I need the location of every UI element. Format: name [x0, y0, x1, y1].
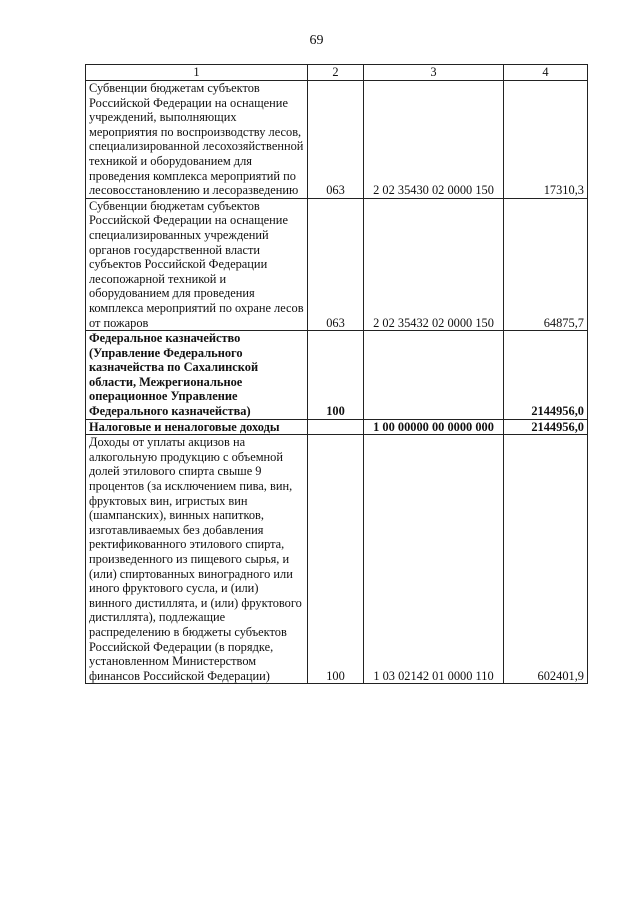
- row-amount: 17310,3: [504, 81, 588, 199]
- row-amount: 64875,7: [504, 198, 588, 330]
- table-row: [86, 81, 588, 199]
- row-amount: 2144956,0: [504, 419, 588, 435]
- row-name: Федеральное казначейство (Управление Федерального казначейства по Сахалинской области, Межрегиональное операционное Управление Федерального казначейства): [86, 331, 308, 420]
- column-header-1: 1: [86, 65, 308, 81]
- row-admin-code: 063: [308, 81, 364, 199]
- table-row: [86, 331, 588, 420]
- row-name: Субвенции бюджетам субъектов Российской Федерации на оснащение специализированных учреждений органов государственной власти субъектов Российской Федерации лесопожарной техникой и оборудованием для проведения комплекса мероприятий по охране лесов от пожаров: [86, 198, 308, 330]
- column-header-2: 2: [308, 65, 364, 81]
- row-name: Субвенции бюджетам субъектов Российской Федерации на оснащение учреждений, выполняющих мероприятия по воспроизводству лесов, специализированной лесохозяйственной техникой и оборудованием для проведения комплекса мероприятий по лесовосстановлению и лесоразведению: [86, 81, 308, 199]
- row-admin-code: 063: [308, 198, 364, 330]
- table-row: [86, 198, 588, 330]
- table-row: [86, 435, 588, 684]
- budget-table: [85, 64, 588, 684]
- page-number: 69: [309, 33, 324, 48]
- row-name: Налоговые и неналоговые доходы: [86, 419, 308, 435]
- row-budget-classification-code: [364, 331, 504, 420]
- row-admin-code: 100: [308, 331, 364, 420]
- table-row: [86, 419, 588, 435]
- row-name: Доходы от уплаты акцизов на алкогольную продукцию с объемной долей этилового спирта свыше 9 процентов (за исключением пива, вин, фруктовых вин, игристых вин (шампанских), винных напитков, изготавливаемых без добавления ректификованного этилового спирта, произведенного из пищевого сырья, и (или) спиртованных виноградного или иного фруктового сусла, и (или) винного дистиллята, и (или) фруктового дистиллята), подлежащие распределению в бюджеты субъектов Российской Федерации (в порядке, установленном Министерством финансов Российской Федерации): [86, 435, 308, 684]
- row-budget-classification-code: 2 02 35430 02 0000 150: [364, 81, 504, 199]
- row-admin-code: 100: [308, 435, 364, 684]
- row-amount: 2144956,0: [504, 331, 588, 420]
- row-admin-code: [308, 419, 364, 435]
- column-header-3: 3: [364, 65, 504, 81]
- column-header-4: 4: [504, 65, 588, 81]
- table-header-row: [86, 65, 588, 81]
- row-budget-classification-code: 2 02 35432 02 0000 150: [364, 198, 504, 330]
- row-budget-classification-code: 1 00 00000 00 0000 000: [364, 419, 504, 435]
- row-amount: 602401,9: [504, 435, 588, 684]
- row-budget-classification-code: 1 03 02142 01 0000 110: [364, 435, 504, 684]
